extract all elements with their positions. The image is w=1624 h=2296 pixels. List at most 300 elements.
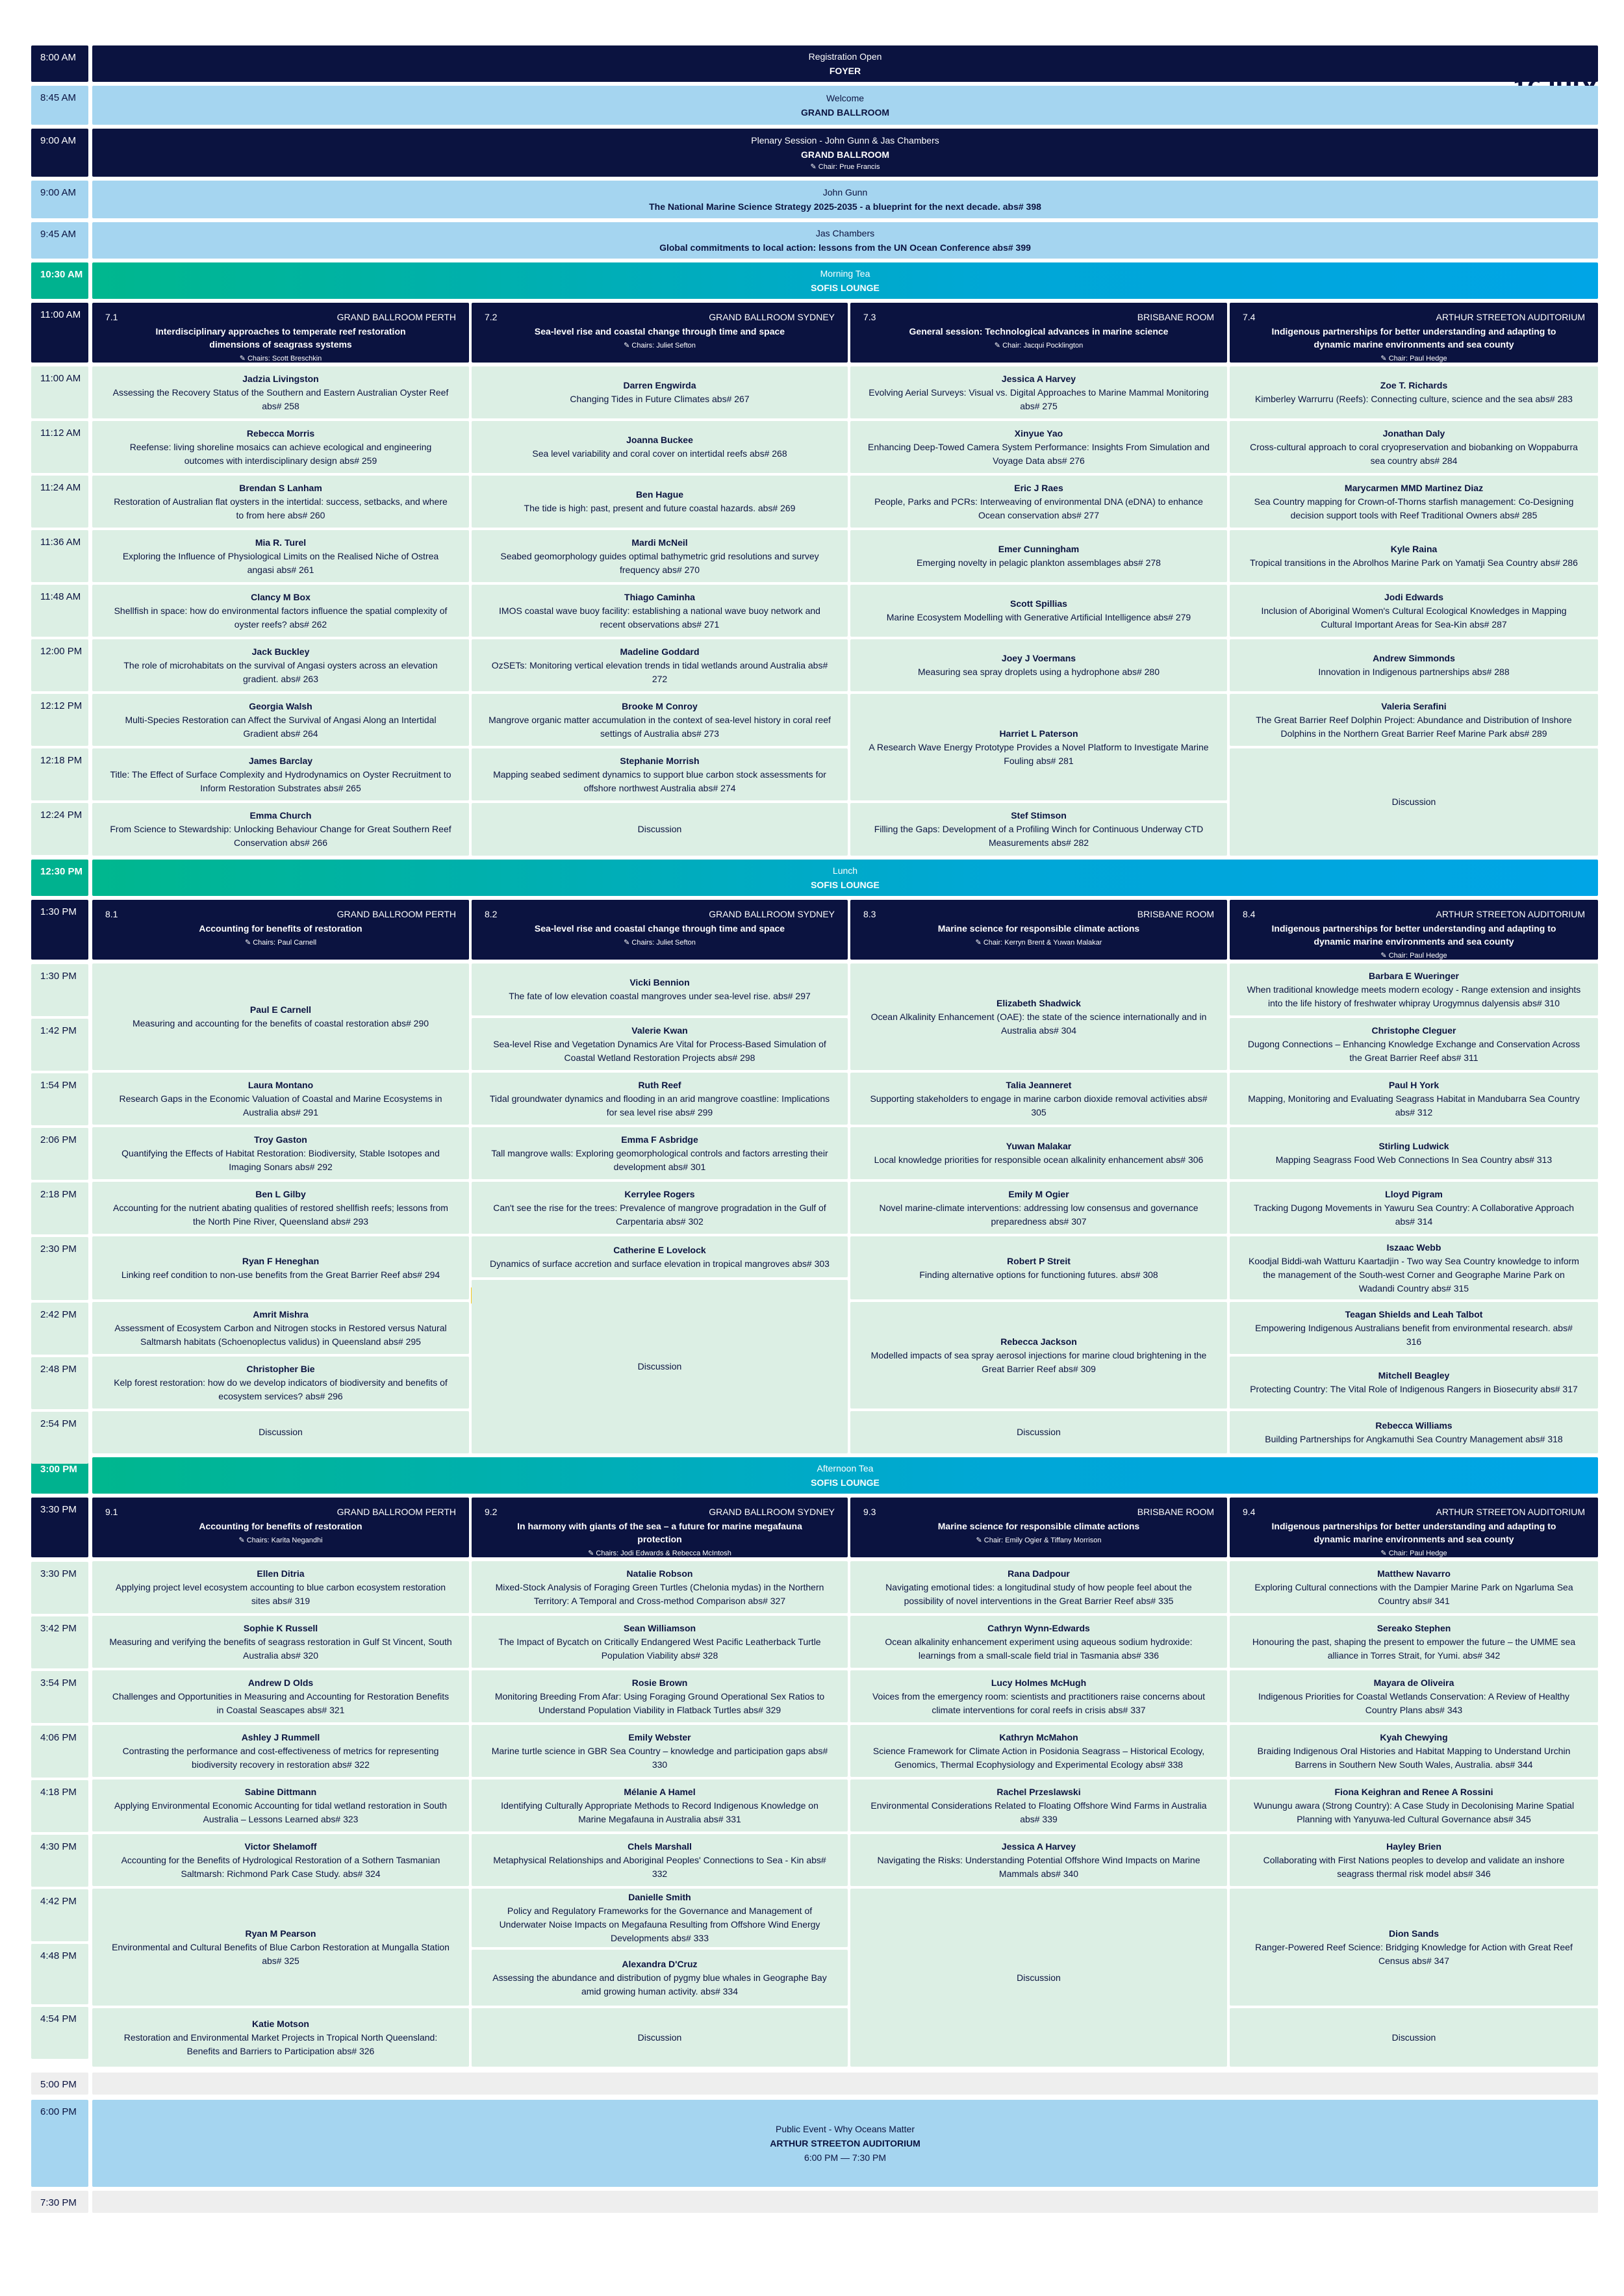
speaker-name: Emily M Ogier (1008, 1188, 1069, 1199)
chair-name: Chair: Emily Ogier & Tiffany Morrison (983, 1537, 1102, 1544)
talk-title: Exploring the Influence of Physiological Limits on the Realised Niche of Ostrea angasi abs# 261 (122, 550, 439, 575)
talk-title: The Impact of Bycatch on Critically Endangered West Pacific Leatherback Turtle Population Viability abs# 328 (498, 1636, 821, 1661)
speaker-name: Fiona Keighran and Renee A Rossini (1334, 1786, 1493, 1797)
time-label: 9:00 AM (31, 181, 88, 218)
chair-name: Chair: Paul Hedge (1388, 952, 1447, 960)
talk-cell (850, 1073, 1227, 1125)
talk-cell (472, 476, 848, 528)
talk-cell (92, 694, 469, 746)
talk-cell (1230, 1302, 1598, 1354)
talk-title: Koodjal Biddi-wah Watturu Kaartadjin - Two way Sea Country knowledge to inform the management of the South-west Corner and Geographe Marine Park on Wadandi Country abs# 315 (1249, 1255, 1579, 1294)
talk-cell (92, 1073, 469, 1125)
talk-cell (92, 1182, 469, 1234)
talk-cell (1230, 1411, 1598, 1453)
talk-title: Evolving Aerial Surveys: Visual vs. Digital Approaches to Marine Mammal Monitoring abs# 275 (869, 387, 1209, 411)
speaker-name: Victor Shelamoff (244, 1841, 317, 1852)
time-label: 8:00 AM (31, 45, 88, 82)
speaker-name: Jack Buckley (251, 646, 310, 657)
slot-time: 12:18 PM (31, 748, 88, 800)
talk-title: Cross-cultural approach to coral cryopreservation and biobanking on Woppaburra sea country abs# 284 (1250, 441, 1578, 466)
speaker-name: Rebecca Morris (246, 427, 315, 439)
session-number: 7.2 (485, 312, 498, 322)
session-chair (105, 1535, 456, 1546)
bar-line: SOFIS LOUNGE (811, 1477, 880, 1488)
talk-title: Discussion (637, 2032, 682, 2043)
session-number: 8.2 (485, 909, 498, 919)
speaker-name: Scott Spillias (1010, 598, 1067, 609)
talk-title: Accounting for the nutrient abating qualities of restored shellfish reefs; lessons from the North Pine River, Queensland abs# 293 (113, 1202, 448, 1227)
gavel-icon: ✎ (1380, 952, 1389, 960)
session-chair (485, 1548, 835, 1557)
session-header (1230, 1498, 1598, 1557)
talk-title: Wunungu awara (Strong Country): A Case Study in Decolonising Marine Spatial Planning with Yanyuwa-led Cultural Governance abs# 345 (1253, 1800, 1575, 1824)
talk-cell (1230, 1725, 1598, 1777)
speaker-name: Stef Stimson (1011, 810, 1067, 821)
talk-cell (850, 1725, 1227, 1777)
talk-cell (850, 1670, 1227, 1722)
speaker-name: Jessica A Harvey (1001, 373, 1076, 384)
talk-cell (472, 585, 848, 637)
talk-cell (92, 1127, 469, 1179)
session-header (472, 900, 848, 960)
session-number: 7.4 (1243, 312, 1256, 322)
session-header (850, 1498, 1227, 1557)
gavel-icon: ✎ (624, 342, 632, 350)
gavel-icon: ✎ (1380, 1550, 1389, 1557)
talk-cell (850, 1834, 1227, 1886)
talk-cell (1230, 963, 1598, 1015)
talk-cell (850, 1302, 1227, 1409)
bar-line: Plenary Session - John Gunn & Jas Chambers (751, 135, 939, 146)
talk-cell (472, 803, 848, 856)
talk-title: Dugong Connections – Enhancing Knowledge Exchange and Conservation Across the Great Barrier Reef abs# 311 (1247, 1038, 1580, 1063)
session-header-top (105, 1505, 456, 1518)
session-room: GRAND BALLROOM SYDNEY (709, 909, 835, 919)
session-number: 7.1 (105, 312, 118, 322)
schedule-bar (92, 2191, 1598, 2213)
talk-title: Dynamics of surface accretion and surface elevation in tropical mangroves abs# 303 (490, 1258, 830, 1269)
speaker-name: Jonathan Daly (1382, 427, 1445, 439)
speaker-name: Chels Marshall (628, 1841, 692, 1852)
chair-name: Chair: Prue Francis (818, 163, 880, 171)
session-header-top (1243, 311, 1585, 324)
talk-cell (1230, 1779, 1598, 1831)
bar-line: FOYER (829, 66, 861, 76)
talk-title: Mapping, Monitoring and Evaluating Seagrass Habitat in Mandubarra Sea Country abs# 312 (1248, 1093, 1580, 1117)
talk-title: Tropical transitions in the Abrolhos Marine Park on Yamatji Sea Country abs# 286 (1250, 557, 1578, 568)
speaker-name: Georgia Walsh (249, 700, 312, 711)
talk-cell (1230, 1127, 1598, 1179)
time-label: 10:30 AM (31, 262, 88, 299)
talk-title: Restoration of Australian flat oysters in the intertidal: success, setbacks, and where to from here abs# 260 (114, 496, 448, 520)
speaker-name: Kyah Chewying (1380, 1731, 1448, 1742)
talk-title: Supporting stakeholders to engage in marine carbon dioxide removal activities abs# 305 (870, 1093, 1208, 1117)
talk-title: People, Parks and PCRs: Interweaving of environmental DNA (eDNA) to enhance Ocean conservation abs# 277 (874, 496, 1203, 520)
talk-title: Protecting Country: The Vital Role of Indigenous Rangers in Biosecurity abs# 317 (1250, 1384, 1578, 1394)
talk-title: Metaphysical Relationships and Aboriginal Peoples' Connections to Sea - Kin abs# 332 (493, 1854, 826, 1879)
talk-cell (92, 2008, 469, 2067)
speaker-name: Yuwan Malakar (1006, 1141, 1072, 1151)
gavel-icon: ✎ (588, 1550, 596, 1557)
slot-time: 11:24 AM (31, 476, 88, 528)
speaker-name: Joey J Voermans (1001, 653, 1076, 663)
speaker-name: Emily Webster (628, 1731, 691, 1742)
talk-cell (850, 1779, 1227, 1831)
talk-title: Ranger-Powered Reef Science: Bridging Knowledge for Action with Great Reef Census abs# 347 (1255, 1941, 1573, 1966)
talk-title: Linking reef condition to non-use benefits from the Great Barrier Reef abs# 294 (121, 1269, 440, 1280)
talk-title: From Science to Stewardship: Unlocking Behaviour Change for Great Southern Reef Conservation abs# 266 (110, 824, 451, 848)
session-number: 8.3 (863, 909, 876, 919)
gavel-icon: ✎ (994, 342, 1003, 350)
session-time: 11:00 AM (31, 303, 88, 363)
session-room: GRAND BALLROOM SYDNEY (709, 312, 835, 322)
speaker-name: Cathryn Wynn-Edwards (987, 1622, 1090, 1633)
talk-title: Discussion (637, 1361, 682, 1371)
chair-name: Chair: Jacqui Pocklington (1002, 342, 1084, 350)
session-header-top (863, 311, 1214, 324)
talk-title: When traditional knowledge meets modern ecology - Range extension and insights into the life history of freshwater whipray Urogymnus dalyensis abs# 310 (1247, 984, 1581, 1008)
gavel-icon: ✎ (244, 939, 253, 947)
bar-line: Global commitments to local action: lessons from the UN Ocean Conference abs# 399 (659, 242, 1031, 253)
bar-line: Welcome (826, 93, 865, 103)
chair-name: Chairs: Paul Carnell (253, 939, 317, 947)
talk-cell (1230, 1889, 1598, 2006)
session-room: GRAND BALLROOM SYDNEY (709, 1507, 835, 1517)
session-chair (485, 340, 835, 351)
slot-time: 12:12 PM (31, 694, 88, 746)
talk-cell (92, 1302, 469, 1354)
speaker-name: Lucy Holmes McHugh (991, 1677, 1087, 1688)
speaker-name: Ruth Reef (638, 1079, 681, 1090)
talk-cell (850, 421, 1227, 473)
talk-title: Indigenous Priorities for Coastal Wetlands Conservation: A Review of Healthy Country Plans abs# 343 (1258, 1690, 1570, 1715)
gavel-icon: ✎ (975, 939, 983, 947)
talk-title: Challenges and Opportunities in Measuring and Accounting for Restoration Benefits in Coastal Seascapes abs# 321 (112, 1690, 450, 1715)
gavel-icon: ✎ (624, 939, 632, 947)
slot-time: 3:54 PM (31, 1671, 88, 1723)
talk-cell (92, 639, 469, 691)
speaker-name: Troy Gaston (254, 1134, 307, 1145)
session-header (472, 1498, 848, 1557)
slot-time: 11:12 AM (31, 421, 88, 473)
session-title: Indigenous partnerships for better understanding and adapting to dynamic marine environments and sea county (1271, 923, 1556, 947)
session-header-top (485, 311, 835, 324)
talk-title: Tall mangrove walls: Exploring geomorphological controls and factors arresting their development abs# 301 (491, 1147, 828, 1172)
session-chair (1243, 353, 1585, 363)
talk-cell (92, 585, 469, 637)
schedule-bar (92, 86, 1598, 125)
slot-time: 1:30 PM (31, 964, 88, 1016)
talk-cell (92, 530, 469, 582)
talk-cell (472, 1236, 848, 1277)
session-header (472, 303, 848, 363)
talk-cell (472, 366, 848, 418)
talk-cell (472, 1950, 848, 2006)
speaker-name: Teagan Shields and Leah Talbot (1345, 1308, 1483, 1320)
slot-time: 12:24 PM (31, 803, 88, 855)
talk-cell (1230, 1236, 1598, 1299)
schedule-bar (92, 2100, 1598, 2187)
talk-title: Seabed geomorphology guides optimal bathymetric grid resolutions and survey frequency abs# 270 (500, 550, 819, 575)
speaker-name: James Barclay (248, 755, 313, 766)
talk-cell (1230, 1073, 1598, 1125)
talk-cell (1230, 476, 1598, 528)
talk-title: Assessing the Recovery Status of the Southern and Eastern Australian Oyster Reef abs# 258 (112, 387, 449, 411)
speaker-name: Ryan F Heneghan (242, 1255, 320, 1266)
chair-name: Chairs: Jodi Edwards & Rebecca McIntosh (596, 1550, 731, 1557)
speaker-name: Sabine Dittmann (244, 1786, 317, 1797)
schedule-bar (92, 262, 1598, 299)
slot-time: 4:48 PM (31, 1944, 88, 2004)
talk-cell (1230, 530, 1598, 582)
bar-line: Registration Open (808, 51, 882, 62)
talk-title: Tracking Dugong Movements in Yawuru Sea Country: A Collaborative Approach abs# 314 (1253, 1202, 1575, 1227)
talk-cell (472, 1889, 848, 1947)
talk-cell (92, 963, 469, 1070)
talk-title: Can't see the rise for the trees: Prevalence of mangrove progradation in the Gulf of Carpentaria abs# 302 (493, 1202, 826, 1227)
talk-title: Accounting for the Benefits of Hydrological Restoration of a Sothern Tasmanian Saltmarsh: Richmond Park Case Study. abs# 324 (121, 1854, 440, 1879)
speaker-name: Mia R. Turel (255, 537, 307, 548)
speaker-name: Amrit Mishra (253, 1308, 309, 1320)
session-room: BRISBANE ROOM (1137, 1507, 1214, 1517)
talk-cell (1230, 639, 1598, 691)
session-room: ARTHUR STREETON AUDITORIUM (1436, 909, 1585, 919)
speaker-name: Paul H York (1388, 1079, 1440, 1090)
slot-time: 11:00 AM (31, 366, 88, 418)
speaker-name: Kyle Raina (1390, 544, 1438, 554)
speaker-name: Laura Montano (247, 1079, 314, 1090)
talk-cell (92, 1236, 469, 1299)
speaker-name: Emma F Asbridge (621, 1134, 698, 1145)
slot-time: 11:36 AM (31, 530, 88, 582)
bar-line: SOFIS LOUNGE (811, 283, 880, 293)
speaker-name: Eric J Raes (1014, 482, 1063, 493)
chair-name: Chair: Paul Hedge (1388, 355, 1447, 363)
talk-title: Research Gaps in the Economic Valuation of Coastal and Marine Ecosystems in Australia abs# 291 (119, 1093, 442, 1117)
schedule-bar (92, 181, 1598, 218)
bar-line: The National Marine Science Strategy 2025-2035 - a blueprint for the next decade. abs# 398 (649, 201, 1041, 212)
session-chair (1243, 950, 1585, 960)
session-header (92, 900, 469, 960)
slot-time: 4:06 PM (31, 1726, 88, 1778)
gavel-icon: ✎ (1380, 355, 1389, 363)
speaker-name: Mayara de Oliveira (1373, 1677, 1454, 1688)
speaker-name: Brendan S Lanham (239, 482, 322, 493)
bar-line: Jas Chambers (815, 228, 875, 238)
gavel-icon: ✎ (976, 1537, 984, 1544)
session-title: Indigenous partnerships for better understanding and adapting to dynamic marine environments and sea county (1271, 326, 1556, 350)
talk-title: IMOS coastal wave buoy facility: establishing a national wave buoy network and recent observations abs# 271 (499, 605, 820, 630)
speaker-name: Mélanie A Hamel (624, 1786, 696, 1797)
chair-line: ✎ Chair: Prue Francis (810, 163, 880, 171)
speaker-name: Stephanie Morrish (620, 755, 700, 766)
session-header-top (105, 311, 456, 324)
session-header-top (1243, 908, 1585, 921)
slot-time: 2:30 PM (31, 1237, 88, 1300)
talk-title: Collaborating with First Nations peoples to develop and validate an inshore seagrass thermal risk model abs# 346 (1263, 1854, 1565, 1879)
session-number: 9.2 (485, 1507, 498, 1517)
session-header (850, 303, 1227, 363)
speaker-name: Natalie Robson (626, 1568, 693, 1579)
speaker-name: Jadzia Livingston (242, 373, 319, 384)
talk-title: Voices from the emergency room: scientists and practitioners raise concerns about climate interventions for coral reefs in crisis abs# 337 (872, 1690, 1206, 1715)
session-room: BRISBANE ROOM (1137, 312, 1214, 322)
talk-title: Modelled impacts of sea spray aerosol injections for marine cloud brightening in the Great Barrier Reef abs# 309 (870, 1349, 1207, 1374)
talk-title: Emerging novelty in pelagic plankton assemblages abs# 278 (917, 557, 1161, 568)
speaker-name: Stirling Ludwick (1378, 1141, 1449, 1151)
speaker-name: Jessica A Harvey (1001, 1841, 1076, 1852)
talk-cell (472, 1127, 848, 1179)
talk-title: Discussion (259, 1427, 303, 1437)
speaker-name: Andrew Simmonds (1373, 653, 1455, 663)
session-chair (105, 353, 456, 363)
gavel-icon: ✎ (239, 355, 247, 363)
speaker-name: Jodi Edwards (1384, 591, 1444, 602)
talk-cell (92, 1561, 469, 1613)
slot-time: 2:18 PM (31, 1182, 88, 1234)
talk-title: Discussion (1391, 797, 1436, 807)
talk-cell (472, 1834, 848, 1886)
bar-line: 6:00 PM — 7:30 PM (804, 2152, 887, 2163)
session-header-top (863, 908, 1214, 921)
speaker-name: Darren Engwirda (623, 380, 696, 390)
talk-cell (850, 803, 1227, 856)
bar-line: Morning Tea (820, 268, 870, 279)
talk-cell (472, 639, 848, 691)
session-room: GRAND BALLROOM PERTH (336, 909, 456, 919)
talk-title: Honouring the past, shaping the present to empower the future – the UMME sea alliance in Torres Strait, for Yumi. abs# 342 (1252, 1636, 1576, 1661)
talk-cell (850, 1889, 1227, 2067)
talk-cell (1230, 2008, 1598, 2067)
speaker-name: Ben Hague (635, 489, 684, 500)
time-label: 6:00 PM (31, 2100, 88, 2187)
slot-time: 12:00 PM (31, 639, 88, 691)
talk-title: Science Framework for Climate Action in Posidonia Seagrass – Historical Ecology, Genomics, Thermal Ecophysiology and Experimental Ecology abs# 338 (872, 1745, 1205, 1770)
talk-cell (472, 421, 848, 473)
talk-title: Applying Environmental Economic Accounting for tidal wetland restoration in South Australia – Lessons Learned abs# 323 (114, 1800, 448, 1824)
session-number: 8.1 (105, 909, 118, 919)
schedule-bar (92, 129, 1598, 177)
session-number: 9.4 (1243, 1507, 1256, 1517)
time-label: 3:00 PM (31, 1457, 88, 1494)
talk-cell (472, 2008, 848, 2067)
talk-cell (92, 1357, 469, 1409)
talk-title: Mapping Seagrass Food Web Connections In Sea Country abs# 313 (1275, 1154, 1553, 1165)
speaker-name: Emer Cunningham (998, 544, 1080, 554)
chair-name: Chairs: Karita Negandhi (246, 1537, 323, 1544)
talk-cell (472, 748, 848, 800)
talk-title: OzSETs: Monitoring vertical elevation trends in tidal wetlands around Australia abs# 272 (491, 659, 828, 684)
talk-cell (1230, 1018, 1598, 1070)
talk-cell (1230, 1357, 1598, 1409)
session-room: ARTHUR STREETON AUDITORIUM (1436, 1507, 1585, 1517)
speaker-name: Christopher Bie (246, 1363, 315, 1374)
talk-cell (1230, 694, 1598, 746)
speaker-name: Zoe T. Richards (1380, 380, 1448, 390)
speaker-name: Valeria Serafini (1381, 700, 1447, 711)
talk-title: Kimberley Warrurru (Reefs): Connecting culture, science and the sea abs# 283 (1255, 394, 1573, 404)
talk-cell (472, 530, 848, 582)
talk-cell (850, 1236, 1227, 1299)
talk-cell (472, 963, 848, 1015)
speaker-name: Mitchell Beagley (1378, 1370, 1450, 1381)
session-title: Sea-level rise and coastal change through time and space (534, 326, 785, 337)
speaker-name: Danielle Smith (628, 1892, 691, 1902)
session-header (92, 1498, 469, 1557)
speaker-name: Emma Church (249, 810, 312, 821)
time-label: 5:00 PM (31, 2073, 88, 2095)
session-room: ARTHUR STREETON AUDITORIUM (1436, 312, 1585, 322)
talk-title: The Great Barrier Reef Dolphin Project: Abundance and Distribution of Inshore Dolphins in the Northern Great Barrier Reef Marine Park abs# 289 (1256, 714, 1572, 739)
slot-time: 3:42 PM (31, 1616, 88, 1668)
talk-cell (1230, 1616, 1598, 1668)
bar-line: Afternoon Tea (817, 1463, 874, 1473)
talk-title: Novel marine-climate interventions: addressing low consensus and governance preparedness abs# 307 (879, 1202, 1199, 1227)
talk-title: Discussion (1017, 1972, 1061, 1983)
bar-line: ARTHUR STREETON AUDITORIUM (770, 2138, 920, 2149)
schedule-bar (92, 860, 1598, 896)
talk-cell (92, 1670, 469, 1722)
talk-cell (850, 1411, 1227, 1453)
session-room: GRAND BALLROOM PERTH (336, 1507, 456, 1517)
speaker-name: Marycarmen MMD Martinez Diaz (1344, 482, 1484, 493)
speaker-name: Elizabeth Shadwick (996, 997, 1081, 1008)
talk-cell (92, 1725, 469, 1777)
speaker-name: Christophe Cleguer (1371, 1025, 1456, 1036)
talk-cell (850, 1182, 1227, 1234)
talk-title: Measuring and verifying the benefits of seagrass restoration in Gulf St Vincent, South Australia abs# 320 (109, 1636, 452, 1661)
talk-title: Sea level variability and coral cover on intertidal reefs abs# 268 (532, 448, 787, 459)
talk-cell (850, 1561, 1227, 1613)
talk-cell (850, 366, 1227, 418)
chair-name: Chairs: Juliet Sefton (631, 939, 696, 947)
talk-cell (472, 1616, 848, 1668)
session-title: Accounting for benefits of restoration (199, 1521, 362, 1531)
time-label: 7:30 PM (31, 2191, 88, 2213)
speaker-name: Paul E Carnell (249, 1004, 312, 1015)
talk-title: The role of microhabitats on the survival of Angasi oysters across an elevation gradient. abs# 263 (123, 659, 438, 684)
speaker-name: Rachel Przeslawski (996, 1786, 1081, 1797)
session-number: 9.1 (105, 1507, 118, 1517)
speaker-name: Ellen Ditria (257, 1568, 305, 1579)
talk-cell (1230, 1561, 1598, 1613)
talk-title: Mangrove organic matter accumulation in the context of sea-level history in coral reef settings of Australia abs# 273 (488, 714, 831, 739)
slot-time: 1:54 PM (31, 1073, 88, 1125)
speaker-name: Joanna Buckee (626, 435, 693, 445)
session-title: Marine science for responsible climate actions (937, 1521, 1140, 1531)
speaker-name: Katie Motson (252, 2018, 309, 2029)
speaker-name: Ben L Gilby (255, 1188, 306, 1199)
speaker-name: Hayley Brien (1386, 1841, 1441, 1852)
talk-cell (472, 1725, 848, 1777)
talk-title: Environmental and Cultural Benefits of Blue Carbon Restoration at Mungalla Station abs# 325 (112, 1941, 450, 1966)
bar-line: Lunch (832, 865, 858, 876)
talk-title: Marine Ecosystem Modelling with Generative Artificial Intelligence abs# 279 (886, 612, 1191, 622)
speaker-name: Ashley J Rummell (241, 1731, 320, 1742)
talk-title: The tide is high: past, present and future coastal hazards. abs# 269 (524, 503, 796, 513)
bar-line: Public Event - Why Oceans Matter (776, 2124, 915, 2134)
session-chair (485, 938, 835, 948)
chair-name: Chair: Kerryn Brent & Yuwan Malakar (983, 939, 1102, 947)
session-header (1230, 303, 1598, 363)
speaker-name: Lloyd Pigram (1385, 1188, 1443, 1199)
talk-title: Building Partnerships for Angkamuthi Sea Country Management abs# 318 (1265, 1433, 1563, 1444)
speaker-name: Harriet L Paterson (999, 728, 1078, 739)
chair-name: Chairs: Scott Breschkin (247, 355, 322, 363)
schedule-bar (92, 1457, 1598, 1494)
talk-title: Local knowledge priorities for responsible ocean alkalinity enhancement abs# 306 (874, 1154, 1204, 1165)
talk-title: Tidal groundwater dynamics and flooding in an arid mangrove coastline: Implications for sea level rise abs# 299 (489, 1093, 830, 1117)
